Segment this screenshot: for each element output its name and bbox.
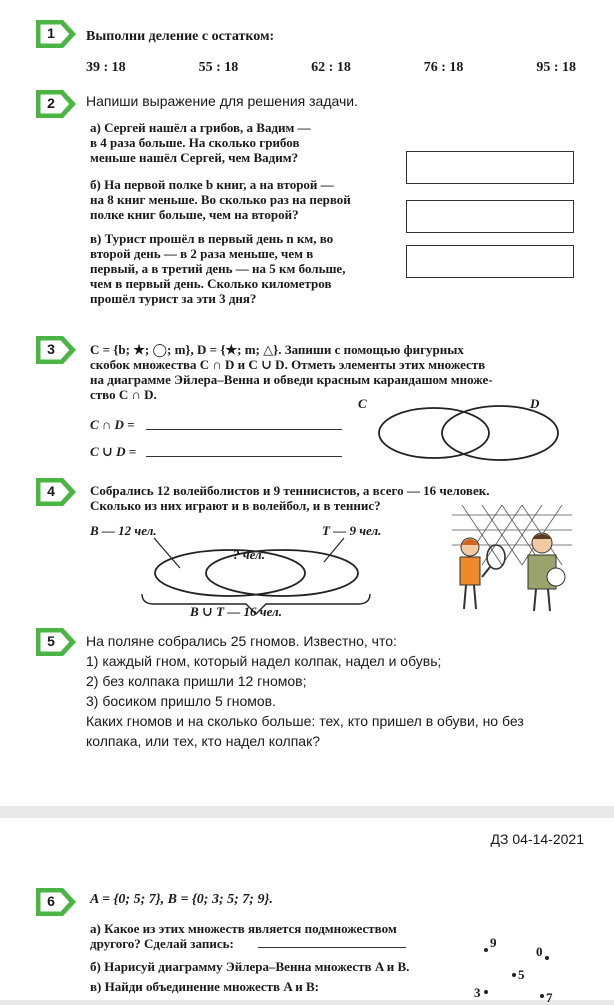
- text-line: первый, а в третий день — на 5 км больше,: [90, 261, 346, 276]
- t-set-label: T — 9 чел.: [322, 523, 382, 538]
- text-line: чем в первый день. Сколько километров: [90, 276, 332, 291]
- division-item: 39 : 18: [86, 60, 126, 75]
- task3-text: [90, 342, 493, 402]
- text-line: скобок множества C ∩ D и C ∪ D. Отметь элементы этих множеств: [90, 357, 486, 372]
- text-line: 2) без колпака пришли 12 гномов;: [86, 673, 307, 689]
- task2-title: Напиши выражение для решения задачи.: [86, 93, 358, 109]
- players-illustration: [452, 505, 572, 615]
- division-item: 76 : 18: [423, 60, 464, 75]
- task1-title: Выполни деление с остатком:: [86, 29, 275, 44]
- division-item: 62 : 18: [311, 60, 351, 75]
- page-header: ДЗ 04-14-2021: [490, 831, 584, 847]
- task-number-badge: [34, 885, 80, 919]
- worksheet-page-2: [0, 818, 614, 1005]
- point-label: 9: [490, 935, 497, 950]
- task2-part-a: [90, 120, 311, 165]
- text-line: а) Какое из этих множеств является подмножеством: [90, 921, 397, 936]
- union-label: C ∪ D =: [90, 444, 137, 459]
- text-line: второй день — в 2 раза меньше, чем в: [90, 246, 314, 261]
- point-dot: [545, 956, 549, 960]
- venn-diagram-cd: [370, 395, 570, 465]
- text-line: 3) босиком пришло 5 гномов.: [86, 693, 277, 709]
- text-line: C = {b; ★; ◯; m}, D = {★; m; △}. Запиши с помощью фигурных: [90, 342, 464, 357]
- text-line: ство C ∩ D.: [90, 387, 157, 402]
- text-line: на диаграмме Эйлера–Венна и обведи красным карандашом множе-: [90, 372, 493, 387]
- set-d-ellipse: [442, 406, 558, 460]
- task-number-badge: [34, 333, 80, 367]
- text-line: меньше нашёл Сергей, чем Вадим?: [90, 150, 299, 165]
- division-item: 55 : 18: [198, 60, 239, 75]
- text-line: в 4 раза больше. На сколько грибов: [90, 135, 300, 150]
- task2-part-b: [90, 177, 351, 222]
- task-number: 6: [47, 893, 55, 909]
- text-line: 1) каждый гном, который надел колпак, надел и обувь;: [86, 653, 442, 669]
- point-dot: [540, 994, 544, 998]
- intersection-answer-line[interactable]: [146, 429, 342, 430]
- task-number-badge: [34, 87, 80, 121]
- point-dot: [484, 990, 488, 994]
- task-number: 4: [47, 483, 55, 499]
- task6-part-b: б) Нарисуй диаграмму Эйлера–Венна множеств A и B.: [90, 959, 410, 974]
- point-dot: [512, 973, 516, 977]
- point-label: 0: [536, 944, 543, 959]
- task5-text: [86, 631, 586, 751]
- point-label: 7: [546, 990, 553, 1005]
- answer-box-a[interactable]: [406, 151, 574, 184]
- task2-part-c: [90, 231, 345, 306]
- task-number: 1: [47, 25, 55, 41]
- task4-text: [90, 483, 489, 513]
- set-d-label: D: [530, 396, 540, 411]
- text-line: Каких гномов и на сколько больше: тех, кто пришел в обуви, но без: [86, 713, 524, 729]
- task-number: 3: [47, 341, 55, 357]
- text-line: полке книг больше, чем на второй?: [90, 207, 299, 222]
- text-line: колпака, или тех, кто надел колпак?: [86, 733, 320, 749]
- text-line: Собрались 12 волейболистов и 9 теннисистов, а всего — 16 человек.: [90, 483, 490, 498]
- b-set-label: B — 12 чел.: [90, 523, 157, 538]
- intersection-label: C ∩ D =: [90, 417, 135, 432]
- point-label: 3: [474, 985, 481, 1000]
- task6-part-c: в) Найди объединение множеств A и B:: [90, 979, 319, 994]
- answer-box-b[interactable]: [406, 200, 574, 233]
- answer-box-c[interactable]: [406, 245, 574, 278]
- point-dot: [484, 948, 488, 952]
- intersection-question-label: ? чел.: [233, 547, 265, 562]
- text-line: а) Сергей нашёл a грибов, а Вадим —: [90, 120, 311, 135]
- task-number: 5: [47, 633, 55, 649]
- union-total-label: B ∪ T — 16 чел.: [190, 604, 282, 619]
- union-answer-line[interactable]: [146, 456, 342, 457]
- subset-answer-line[interactable]: [258, 947, 406, 948]
- division-list: [86, 60, 576, 76]
- task-number-badge: [34, 475, 80, 509]
- set-c-ellipse: [379, 408, 489, 458]
- set-c-label: C: [358, 396, 367, 411]
- point-label: 5: [518, 967, 525, 982]
- text-line: другого? Сделай запись:: [90, 936, 234, 951]
- division-item: 95 : 18: [536, 60, 576, 75]
- task6-sets: A = {0; 5; 7}, B = {0; 3; 5; 7; 9}.: [90, 892, 273, 907]
- task-number-badge: [34, 17, 80, 51]
- text-line: прошёл турист за эти 3 дня?: [90, 291, 257, 306]
- text-line: на 8 книг меньше. Во сколько раз на первой: [90, 192, 351, 207]
- text-line: На поляне собрались 25 гномов. Известно, что:: [86, 633, 397, 649]
- task-number-badge: [34, 625, 80, 659]
- text-line: в) Турист прошёл в первый день n км, во: [90, 231, 334, 246]
- task-number: 2: [47, 95, 55, 111]
- text-line: б) На первой полке b книг, а на второй —: [90, 177, 334, 192]
- text-line: Сколько из них играют и в волейбол, и в теннис?: [90, 498, 381, 513]
